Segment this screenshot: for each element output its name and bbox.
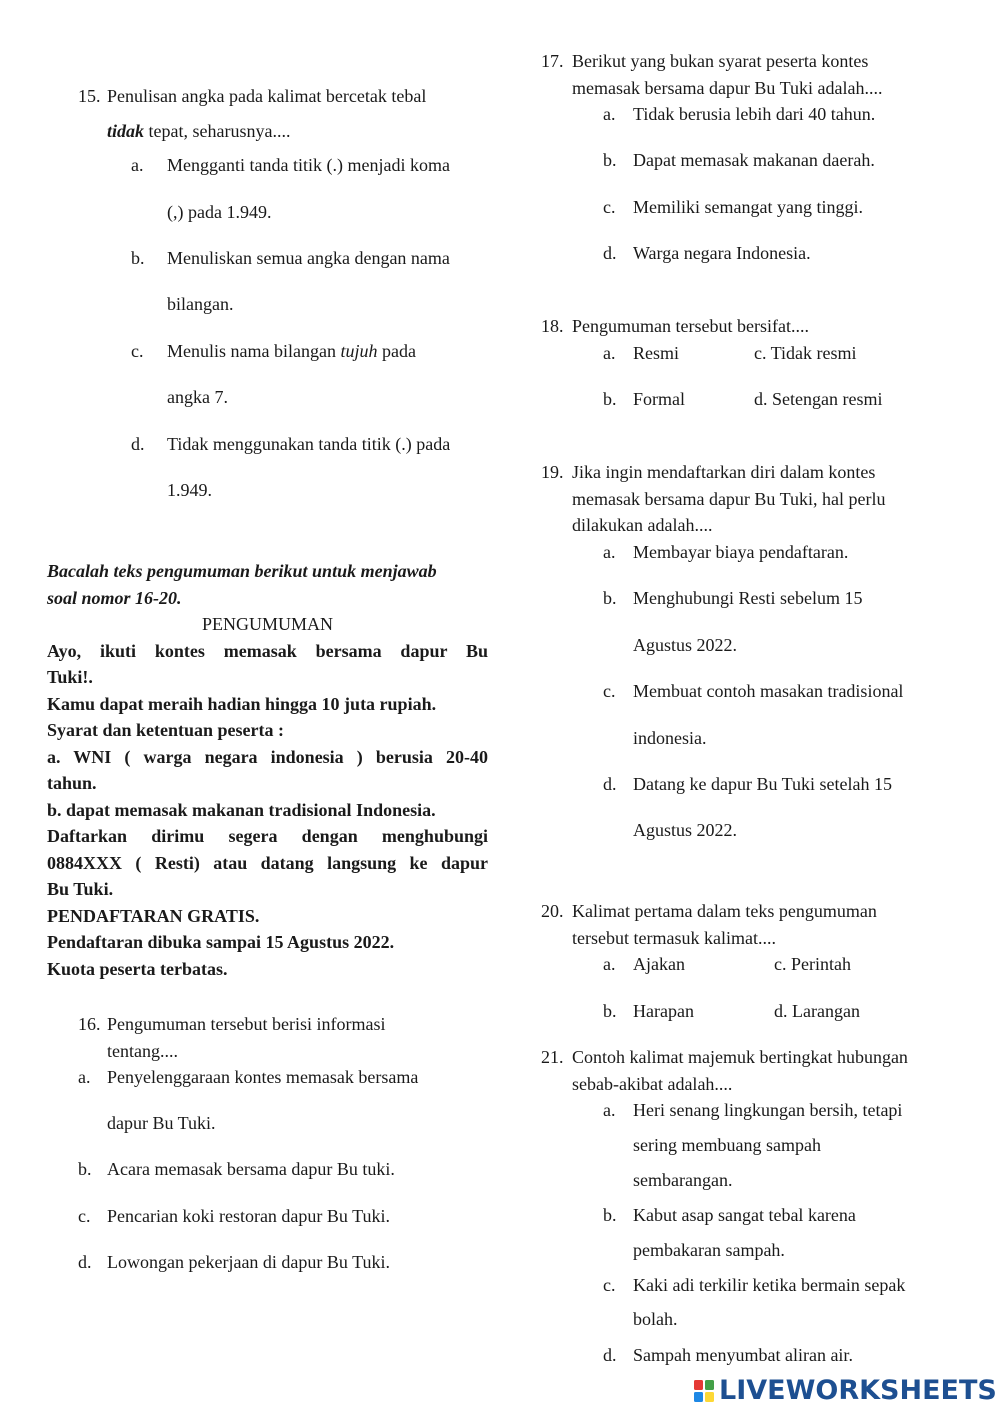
option-c-text: c. Perintah (774, 954, 851, 974)
question-text: Pengumuman tersebut bersifat.... (572, 316, 809, 336)
option-letter: c. (131, 341, 144, 361)
option-d-text: d. Larangan (774, 1001, 860, 1021)
question-number: 17. (541, 51, 564, 71)
option-b-text: Agustus 2022. (633, 635, 738, 655)
option-a-text: Resmi (633, 343, 680, 363)
option-letter: a. (603, 954, 616, 974)
logo-text: LIVEWORKSHEETS (719, 1375, 997, 1406)
option-letter: d. (131, 434, 145, 454)
option-b-text: Harapan (633, 1001, 694, 1021)
option-a-text: Penyelenggaraan kontes memasak bersama (107, 1067, 419, 1087)
instruction-text: Bacalah teks pengumuman berikut untuk menjawab (47, 561, 437, 581)
question-number: 20. (541, 901, 564, 921)
question-text: dilakukan adalah.... (572, 515, 713, 535)
option-d-text: Sampah menyumbat aliran air. (633, 1345, 853, 1365)
question-text: tentang.... (107, 1041, 178, 1061)
question-number: 15. (78, 86, 101, 106)
option-a-text: Ajakan (633, 954, 685, 974)
option-letter: d. (78, 1252, 92, 1272)
announcement-line: PENDAFTARAN GRATIS. (47, 906, 260, 926)
option-letter: c. (603, 681, 616, 701)
announcement-line: Tuki!. (47, 667, 93, 687)
option-b-text: Menuliskan semua angka dengan nama (167, 248, 450, 268)
option-letter: a. (603, 104, 616, 124)
announcement-line: Kuota peserta terbatas. (47, 959, 228, 979)
option-letter: c. (78, 1206, 91, 1226)
question-number: 18. (541, 316, 564, 336)
announcement-line: tahun. (47, 773, 97, 793)
option-letter: a. (603, 343, 616, 363)
option-c-text: indonesia. (633, 728, 707, 748)
question-text: Kalimat pertama dalam teks pengumuman (572, 901, 877, 921)
option-b-text: Kabut asap sangat tebal karena (633, 1205, 856, 1225)
question-number: 19. (541, 462, 564, 482)
option-letter: b. (603, 150, 617, 170)
option-letter: b. (603, 1001, 617, 1021)
emphasis-word: tujuh (340, 341, 378, 361)
announcement-line: Kamu dapat meraih hadian hingga 10 juta rupiah. (47, 694, 437, 714)
option-a-text: Mengganti tanda titik (.) menjadi koma (167, 155, 450, 175)
option-c-text: c. Tidak resmi (754, 343, 857, 363)
option-b-text: Formal (633, 389, 685, 409)
option-letter: a. (603, 542, 616, 562)
option-c-text: angka 7. (167, 387, 228, 407)
announcement-line: a. WNI ( warga negara indonesia ) berusia 20-40 (47, 747, 488, 767)
question-text: sebab-akibat adalah.... (572, 1074, 733, 1094)
option-letter: c. (603, 1275, 616, 1295)
announcement-line: b. dapat memasak makanan tradisional Indonesia. (47, 800, 436, 820)
option-a-text: sering membuang sampah (633, 1135, 821, 1155)
question-number: 16. (78, 1014, 101, 1034)
question-text: Contoh kalimat majemuk bertingkat hubungan (572, 1047, 908, 1067)
liveworksheets-logo-icon (693, 1378, 715, 1404)
option-b-text: Acara memasak bersama dapur Bu tuki. (107, 1159, 395, 1179)
question-text: Jika ingin mendaftarkan diri dalam kontes (572, 462, 876, 482)
option-letter: d. (603, 1345, 617, 1365)
announcement-line: Syarat dan ketentuan peserta : (47, 720, 284, 740)
liveworksheets-logo (693, 1375, 997, 1407)
option-c-text: Menulis nama bilangan tujuh pada (167, 341, 416, 361)
question-text: Berikut yang bukan syarat peserta kontes (572, 51, 869, 71)
announcement-line: Pendaftaran dibuka sampai 15 Agustus 2022. (47, 932, 395, 952)
option-a-text: sembarangan. (633, 1170, 733, 1190)
option-d-text: Tidak menggunakan tanda titik (.) pada (167, 434, 451, 454)
option-letter: a. (78, 1067, 91, 1087)
option-d-text: Datang ke dapur Bu Tuki setelah 15 (633, 774, 892, 794)
instruction-text: soal nomor 16-20. (47, 588, 182, 608)
option-letter: d. (603, 243, 617, 263)
question-text: tersebut termasuk kalimat.... (572, 928, 776, 948)
option-letter: b. (603, 588, 617, 608)
question-text: Pengumuman tersebut berisi informasi (107, 1014, 386, 1034)
option-d-text: Lowongan pekerjaan di dapur Bu Tuki. (107, 1252, 390, 1272)
announcement-title: PENGUMUMAN (201, 614, 333, 634)
option-b-text: pembakaran sampah. (633, 1240, 785, 1260)
announcement-line: Daftarkan dirimu segera dengan menghubungi (47, 826, 488, 846)
option-d-text: d. Setengan resmi (754, 389, 883, 409)
option-a-text: Tidak berusia lebih dari 40 tahun. (633, 104, 876, 124)
announcement-line: 0884XXX ( Resti) atau datang langsung ke dapur (47, 853, 488, 873)
announcement-line: Bu Tuki. (47, 879, 114, 899)
option-letter: c. (603, 197, 616, 217)
emphasis-word: tidak (107, 121, 145, 141)
question-text: memasak bersama dapur Bu Tuki, hal perlu (572, 489, 886, 509)
option-a-text: (,) pada 1.949. (167, 202, 272, 222)
option-letter: a. (131, 155, 144, 175)
option-c-text: Pencarian koki restoran dapur Bu Tuki. (107, 1206, 390, 1226)
option-a-text: dapur Bu Tuki. (107, 1113, 216, 1133)
question-text: tidak tepat, seharusnya.... (107, 121, 291, 141)
question-text: memasak bersama dapur Bu Tuki adalah.... (572, 78, 883, 98)
option-b-text: Dapat memasak makanan daerah. (633, 150, 875, 170)
option-letter: b. (603, 389, 617, 409)
question-number: 21. (541, 1047, 564, 1067)
option-letter: a. (603, 1100, 616, 1120)
option-c-text: Kaki adi terkilir ketika bermain sepak (633, 1275, 906, 1295)
option-c-text: Membuat contoh masakan tradisional (633, 681, 904, 701)
option-b-text: bilangan. (167, 294, 234, 314)
option-letter: b. (78, 1159, 92, 1179)
option-b-text: Menghubungi Resti sebelum 15 (633, 588, 863, 608)
option-c-text: Memiliki semangat yang tinggi. (633, 197, 863, 217)
option-letter: b. (603, 1205, 617, 1225)
announcement-line: Ayo, ikuti kontes memasak bersama dapur Bu (47, 641, 488, 661)
option-d-text: Agustus 2022. (633, 820, 738, 840)
option-d-text: 1.949. (167, 480, 212, 500)
option-d-text: Warga negara Indonesia. (633, 243, 811, 263)
option-letter: b. (131, 248, 145, 268)
question-text: Penulisan angka pada kalimat bercetak tebal (107, 86, 427, 106)
option-a-text: Membayar biaya pendaftaran. (633, 542, 849, 562)
option-a-text: Heri senang lingkungan bersih, tetapi (633, 1100, 903, 1120)
option-letter: d. (603, 774, 617, 794)
option-c-text: bolah. (633, 1309, 678, 1329)
